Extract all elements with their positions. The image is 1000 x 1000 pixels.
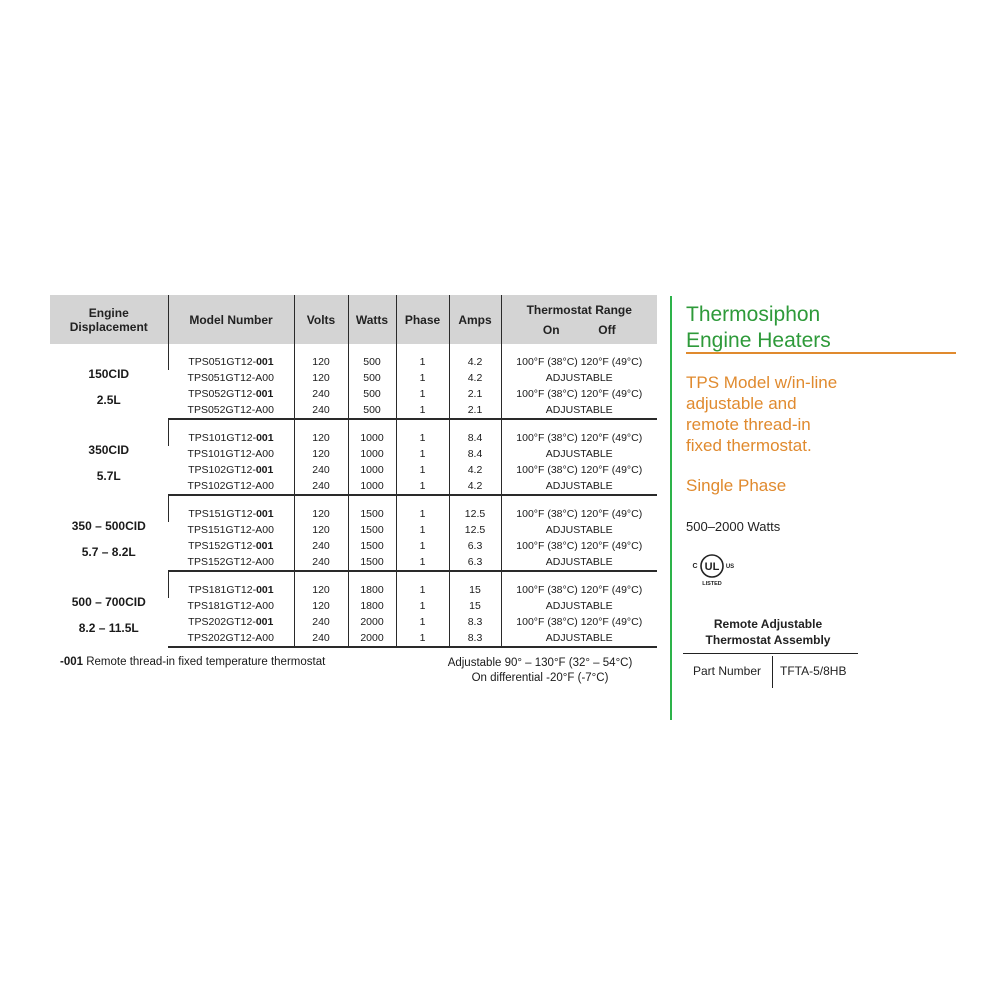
volts-cell: 120 bbox=[294, 598, 348, 614]
table-row bbox=[50, 582, 657, 598]
header-thermostat-on: On bbox=[542, 322, 560, 337]
header-amps: Amps bbox=[449, 295, 501, 344]
thermostat-cell: 100°F (38°C) 120°F (49°C) bbox=[501, 538, 657, 554]
amps-cell: 8.4 bbox=[449, 430, 501, 446]
group-spacer bbox=[50, 419, 657, 430]
spec-table-body bbox=[50, 344, 657, 647]
header-phase: Phase bbox=[396, 295, 449, 344]
thermostat-cell: ADJUSTABLE bbox=[501, 370, 657, 386]
watts-cell: 1800 bbox=[348, 582, 396, 598]
amps-cell: 12.5 bbox=[449, 506, 501, 522]
group-spacer bbox=[50, 495, 657, 506]
thermostat-cell: ADJUSTABLE bbox=[501, 446, 657, 462]
part-number-rule bbox=[683, 653, 858, 654]
model-suffix: 001 bbox=[256, 432, 274, 444]
phase-cell: 1 bbox=[396, 506, 449, 522]
model-number-cell bbox=[168, 598, 294, 614]
amps-cell: 8.3 bbox=[449, 614, 501, 630]
volts-cell: 240 bbox=[294, 614, 348, 630]
header-engine-displacement bbox=[50, 295, 168, 344]
model-number-cell bbox=[168, 478, 294, 495]
thermostat-cell: ADJUSTABLE bbox=[501, 402, 657, 419]
model-base: TPS102GT12-A00 bbox=[187, 480, 274, 492]
volts-cell: 240 bbox=[294, 462, 348, 478]
header-thermostat-range bbox=[501, 295, 657, 344]
volts-cell: 120 bbox=[294, 582, 348, 598]
model-suffix: 001 bbox=[255, 616, 274, 628]
phase-cell: 1 bbox=[396, 370, 449, 386]
watts-cell: 2000 bbox=[348, 630, 396, 647]
watts-cell: 500 bbox=[348, 370, 396, 386]
displacement-liters: 5.7 – 8.2L bbox=[81, 544, 136, 559]
desc-line1: TPS Model w/in-line bbox=[686, 373, 838, 392]
model-number-cell bbox=[168, 582, 294, 598]
thermostat-cell: 100°F (38°C) 120°F (49°C) bbox=[501, 354, 657, 370]
part-number-label: Part Number bbox=[693, 664, 762, 678]
phase-cell: 1 bbox=[396, 554, 449, 571]
page-title bbox=[686, 302, 831, 354]
phase-cell: 1 bbox=[396, 354, 449, 370]
thermostat-cell: ADJUSTABLE bbox=[501, 598, 657, 614]
amps-cell: 15 bbox=[449, 582, 501, 598]
amps-cell: 2.1 bbox=[449, 386, 501, 402]
thermostat-cell: 100°F (38°C) 120°F (49°C) bbox=[501, 430, 657, 446]
phase-cell: 1 bbox=[396, 598, 449, 614]
model-number-cell bbox=[168, 354, 294, 370]
phase-cell: 1 bbox=[396, 402, 449, 419]
phase-cell: 1 bbox=[396, 614, 449, 630]
fixed-code: -001 bbox=[60, 656, 84, 668]
phase-cell: 1 bbox=[396, 430, 449, 446]
model-base: TPS051GT12- bbox=[188, 356, 257, 368]
model-base: TPS101GT12-A00 bbox=[187, 448, 274, 460]
ul-listed-text: LISTED bbox=[702, 581, 722, 587]
header-model-number: Model Number bbox=[168, 295, 294, 344]
amps-cell: 12.5 bbox=[449, 522, 501, 538]
header-thermostat-off: Off bbox=[598, 322, 616, 337]
phase-cell: 1 bbox=[396, 522, 449, 538]
model-base: TPS181GT12- bbox=[188, 584, 257, 596]
model-number-cell bbox=[168, 462, 294, 478]
desc-line4: fixed thermostat. bbox=[686, 436, 812, 455]
watts-cell: 1000 bbox=[348, 430, 396, 446]
part-number-separator bbox=[772, 656, 773, 688]
phase-cell: 1 bbox=[396, 478, 449, 495]
fixed-thermostat-note bbox=[60, 656, 325, 668]
spec-table bbox=[50, 295, 657, 648]
phase-cell: 1 bbox=[396, 386, 449, 402]
phase-cell: 1 bbox=[396, 462, 449, 478]
thermostat-cell: 100°F (38°C) 120°F (49°C) bbox=[501, 506, 657, 522]
title-line1: Thermosiphon bbox=[686, 303, 821, 326]
table-row bbox=[50, 430, 657, 446]
model-number-cell bbox=[168, 402, 294, 419]
watts-range: 500–2000 Watts bbox=[686, 519, 781, 534]
model-base: TPS202GT12- bbox=[188, 616, 256, 628]
remote-title-line1: Remote Adjustable bbox=[713, 617, 823, 631]
watts-cell: 1000 bbox=[348, 446, 396, 462]
model-description bbox=[686, 372, 956, 456]
engine-displacement-cell bbox=[50, 354, 168, 419]
phase-cell: 1 bbox=[396, 630, 449, 647]
displacement-liters: 5.7L bbox=[96, 468, 121, 483]
watts-cell: 1500 bbox=[348, 538, 396, 554]
volts-cell: 240 bbox=[294, 478, 348, 495]
displacement-cid: 350CID bbox=[88, 442, 130, 457]
model-base: TPS052GT12- bbox=[188, 388, 256, 400]
amps-cell: 6.3 bbox=[449, 538, 501, 554]
thermostat-cell: ADJUSTABLE bbox=[501, 554, 657, 571]
header-volts: Volts bbox=[294, 295, 348, 344]
header-thermostat-label: Thermostat Range bbox=[526, 302, 632, 317]
watts-cell: 2000 bbox=[348, 614, 396, 630]
volts-cell: 120 bbox=[294, 506, 348, 522]
thermostat-cell: 100°F (38°C) 120°F (49°C) bbox=[501, 462, 657, 478]
thermostat-cell: ADJUSTABLE bbox=[501, 478, 657, 495]
single-phase-label: Single Phase bbox=[686, 476, 787, 495]
model-base: TPS101GT12- bbox=[188, 432, 257, 444]
model-base: TPS151GT12- bbox=[188, 508, 257, 520]
amps-cell: 15 bbox=[449, 598, 501, 614]
ul-mark-text: UL bbox=[704, 561, 720, 573]
phase-cell: 1 bbox=[396, 582, 449, 598]
ul-c-text: C bbox=[692, 563, 698, 570]
watts-cell: 1800 bbox=[348, 598, 396, 614]
amps-cell: 4.2 bbox=[449, 354, 501, 370]
model-suffix: 001 bbox=[256, 584, 274, 596]
phase-cell: 1 bbox=[396, 446, 449, 462]
watts-cell: 1500 bbox=[348, 554, 396, 571]
model-number-cell bbox=[168, 522, 294, 538]
amps-cell: 4.2 bbox=[449, 462, 501, 478]
fixed-text: Remote thread-in fixed temperature thermostat bbox=[83, 656, 326, 668]
watts-cell: 500 bbox=[348, 402, 396, 419]
watts-cell: 500 bbox=[348, 354, 396, 370]
header-engine-line2: Displacement bbox=[69, 319, 148, 334]
model-base: TPS052GT12-A00 bbox=[187, 404, 274, 416]
ul-listed-icon bbox=[688, 553, 736, 587]
model-number-cell bbox=[168, 554, 294, 571]
header-watts: Watts bbox=[348, 295, 396, 344]
displacement-cid: 500 – 700CID bbox=[71, 594, 146, 609]
volts-cell: 120 bbox=[294, 370, 348, 386]
model-suffix: 001 bbox=[255, 540, 274, 552]
thermostat-cell: ADJUSTABLE bbox=[501, 630, 657, 647]
watts-cell: 1500 bbox=[348, 506, 396, 522]
model-base: TPS202GT12-A00 bbox=[187, 632, 274, 644]
desc-line2: adjustable and bbox=[686, 394, 797, 413]
engine-displacement-cell bbox=[50, 430, 168, 495]
amps-cell: 6.3 bbox=[449, 554, 501, 571]
remote-assembly-title bbox=[683, 616, 853, 648]
remote-title-line2: Thermostat Assembly bbox=[705, 633, 831, 647]
volts-cell: 120 bbox=[294, 522, 348, 538]
model-number-cell bbox=[168, 446, 294, 462]
model-number-cell bbox=[168, 386, 294, 402]
model-base: TPS152GT12-A00 bbox=[187, 556, 274, 568]
amps-cell: 8.3 bbox=[449, 630, 501, 647]
volts-cell: 240 bbox=[294, 386, 348, 402]
displacement-cid: 350 – 500CID bbox=[71, 518, 146, 533]
group-spacer bbox=[50, 344, 657, 354]
model-base: TPS181GT12-A00 bbox=[187, 600, 274, 612]
adjustable-note bbox=[420, 656, 660, 686]
model-number-cell bbox=[168, 370, 294, 386]
thermostat-cell: 100°F (38°C) 120°F (49°C) bbox=[501, 614, 657, 630]
model-suffix: 001 bbox=[255, 464, 274, 476]
volts-cell: 240 bbox=[294, 630, 348, 647]
adjustable-line2: On differential -20°F (-7°C) bbox=[471, 672, 609, 684]
thermostat-cell: ADJUSTABLE bbox=[501, 522, 657, 538]
model-base: TPS151GT12-A00 bbox=[187, 524, 274, 536]
volts-cell: 240 bbox=[294, 402, 348, 419]
model-base: TPS152GT12- bbox=[188, 540, 256, 552]
amps-cell: 2.1 bbox=[449, 402, 501, 419]
volts-cell: 120 bbox=[294, 446, 348, 462]
green-divider bbox=[670, 296, 672, 720]
model-number-cell bbox=[168, 630, 294, 647]
watts-cell: 1000 bbox=[348, 478, 396, 495]
table-header-row bbox=[50, 295, 657, 344]
volts-cell: 120 bbox=[294, 430, 348, 446]
desc-line3: remote thread-in bbox=[686, 415, 811, 434]
displacement-cid: 150CID bbox=[88, 366, 130, 381]
engine-displacement-cell bbox=[50, 582, 168, 647]
title-line2: Engine Heaters bbox=[686, 329, 831, 352]
amps-cell: 8.4 bbox=[449, 446, 501, 462]
watts-cell: 500 bbox=[348, 386, 396, 402]
thermostat-cell: 100°F (38°C) 120°F (49°C) bbox=[501, 386, 657, 402]
model-number-cell bbox=[168, 538, 294, 554]
title-underline bbox=[686, 352, 956, 354]
displacement-liters: 2.5L bbox=[96, 392, 121, 407]
model-base: TPS102GT12- bbox=[188, 464, 256, 476]
header-engine-line1: Engine bbox=[88, 305, 129, 320]
volts-cell: 240 bbox=[294, 538, 348, 554]
model-base: TPS051GT12-A00 bbox=[187, 372, 274, 384]
displacement-liters: 8.2 – 11.5L bbox=[78, 620, 139, 635]
adjustable-line1: Adjustable 90° – 130°F (32° – 54°C) bbox=[447, 657, 633, 669]
group-spacer bbox=[50, 571, 657, 582]
model-number-cell bbox=[168, 614, 294, 630]
thermostat-cell: 100°F (38°C) 120°F (49°C) bbox=[501, 582, 657, 598]
part-number-value: TFTA-5/8HB bbox=[780, 664, 847, 678]
model-suffix: 001 bbox=[256, 356, 274, 368]
model-number-cell bbox=[168, 430, 294, 446]
model-number-cell bbox=[168, 506, 294, 522]
ul-us-text: US bbox=[725, 564, 735, 570]
table-row bbox=[50, 506, 657, 522]
volts-cell: 120 bbox=[294, 354, 348, 370]
amps-cell: 4.2 bbox=[449, 370, 501, 386]
volts-cell: 240 bbox=[294, 554, 348, 571]
model-suffix: 001 bbox=[256, 508, 274, 520]
amps-cell: 4.2 bbox=[449, 478, 501, 495]
phase-cell: 1 bbox=[396, 538, 449, 554]
engine-displacement-cell bbox=[50, 506, 168, 571]
table-row bbox=[50, 354, 657, 370]
watts-cell: 1000 bbox=[348, 462, 396, 478]
watts-cell: 1500 bbox=[348, 522, 396, 538]
model-suffix: 001 bbox=[255, 388, 274, 400]
